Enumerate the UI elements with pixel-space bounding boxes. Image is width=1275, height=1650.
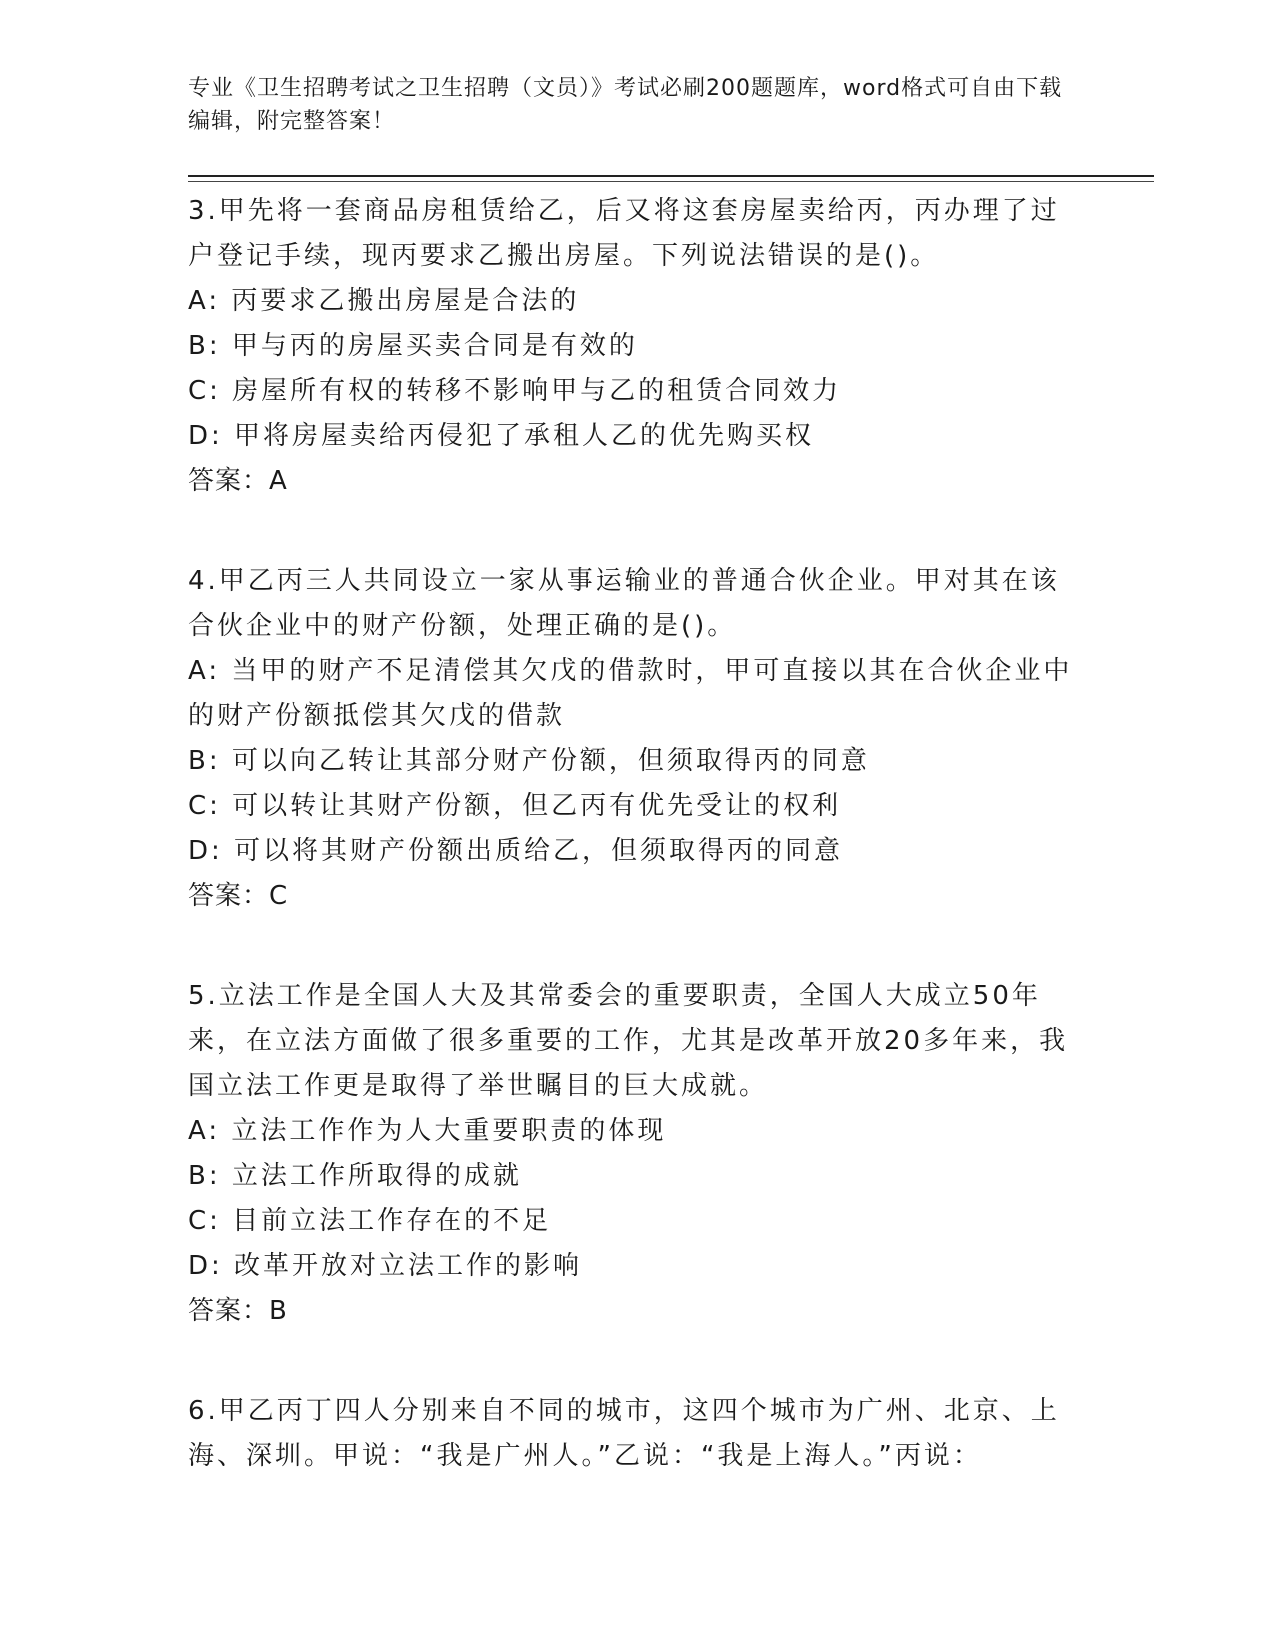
question-stem: 4.甲乙丙三人共同设立一家从事运输业的普通合伙企业。甲对其在该合伙企业中的财产份额，处理正确的是()。	[188, 566, 1060, 641]
option-a: A: 立法工作作为人大重要职责的体现	[188, 1116, 667, 1146]
option-d: D: 改革开放对立法工作的影响	[188, 1251, 583, 1281]
question-stem: 6.甲乙丙丁四人分别来自不同的城市，这四个城市为广州、北京、上海、深圳。甲说：“我是广州人。”乙说：“我是上海人。”丙说：	[188, 1396, 1060, 1471]
option-c: C: 目前立法工作存在的不足	[188, 1206, 552, 1236]
question-4	[188, 559, 1088, 919]
question-stem: 3.甲先将一套商品房租赁给乙，后又将这套房屋卖给丙，丙办理了过户登记手续，现丙要求乙搬出房屋。下列说法错误的是()。	[188, 196, 1060, 271]
option-d: D: 可以将其财产份额出质给乙，但须取得丙的同意	[188, 836, 844, 866]
option-a: A: 当甲的财产不足清偿其欠戊的借款时，甲可直接以其在合伙企业中的财产份额抵偿其欠戊的借款	[188, 656, 1073, 731]
answer: 答案：B	[188, 1296, 288, 1326]
question-stem: 5.立法工作是全国人大及其常委会的重要职责，全国人大成立50年来，在立法方面做了很多重要的工作，尤其是改革开放20多年来，我国立法工作更是取得了举世瞩目的巨大成就。	[188, 981, 1069, 1101]
option-d: D: 甲将房屋卖给丙侵犯了承租人乙的优先购买权	[188, 421, 815, 451]
answer: 答案：C	[188, 881, 289, 911]
answer: 答案：A	[188, 466, 288, 496]
question-list	[188, 189, 1088, 1534]
question-6	[188, 1389, 1088, 1479]
option-a: A: 丙要求乙搬出房屋是合法的	[188, 286, 580, 316]
question-3	[188, 189, 1088, 504]
option-c: C: 房屋所有权的转移不影响甲与乙的租赁合同效力	[188, 376, 842, 406]
option-c: C: 可以转让其财产份额，但乙丙有优先受让的权利	[188, 791, 842, 821]
header-divider-thin	[188, 181, 1154, 182]
option-b: B: 立法工作所取得的成就	[188, 1161, 522, 1191]
page-header: 专业《卫生招聘考试之卫生招聘（文员）》考试必刷200题题库，word格式可自由下载编辑，附完整答案！	[188, 76, 1063, 134]
question-5	[188, 974, 1088, 1334]
option-b: B: 甲与丙的房屋买卖合同是有效的	[188, 331, 638, 361]
header-divider	[188, 175, 1154, 177]
option-b: B: 可以向乙转让其部分财产份额，但须取得丙的同意	[188, 746, 870, 776]
